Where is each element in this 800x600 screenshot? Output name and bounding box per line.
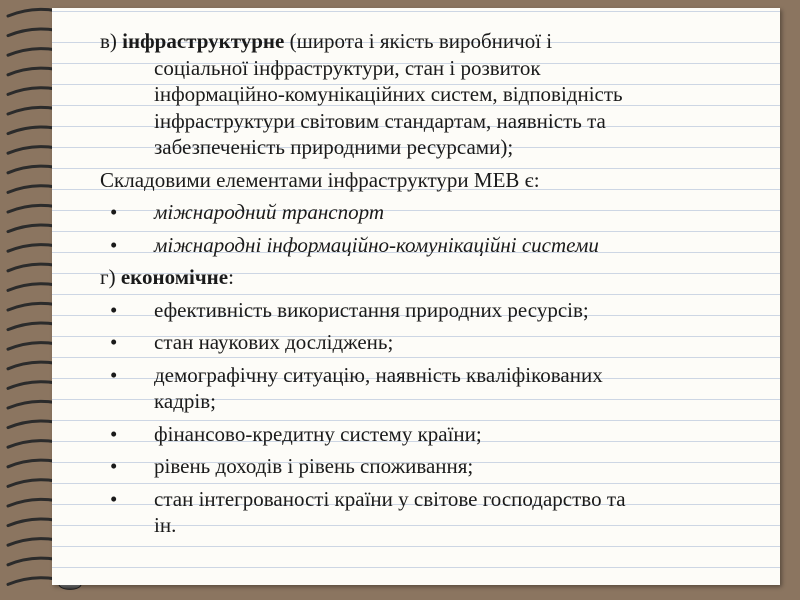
section-v-line-2: соціальної інфраструктури, стан і розвиток bbox=[154, 55, 541, 80]
list-item bbox=[100, 232, 760, 259]
bullet: • bbox=[110, 200, 118, 224]
section-g-heading bbox=[100, 264, 760, 291]
list-item-continuation: кадрів; bbox=[154, 389, 216, 413]
economic-item: стан наукових досліджень; bbox=[154, 330, 394, 354]
section-v-text: (широта і якість виробничої і bbox=[284, 29, 553, 53]
economic-item: рівень доходів і рівень споживання; bbox=[154, 454, 474, 478]
list-item bbox=[100, 486, 760, 513]
economic-item: демографічну ситуацію, наявність кваліфікованих bbox=[154, 362, 603, 387]
slide-text bbox=[100, 28, 760, 539]
section-g-term: економічне bbox=[120, 265, 229, 289]
section-v-term: інфраструктурне bbox=[122, 29, 285, 53]
list-item bbox=[100, 199, 760, 226]
list-item bbox=[100, 453, 760, 480]
economic-item: фінансово-кредитну систему країни; bbox=[154, 421, 482, 446]
component-item: міжнародні інформаційно-комунікаційні системи bbox=[154, 232, 599, 257]
components-heading: Складовими елементами інфраструктури МЕВ є: bbox=[100, 167, 540, 192]
bullet: • bbox=[110, 454, 118, 478]
bullet: • bbox=[110, 330, 118, 354]
bullet: • bbox=[110, 297, 118, 322]
section-g-prefix: г) bbox=[100, 265, 121, 289]
section-g-colon: : bbox=[228, 265, 234, 289]
economic-item: стан інтегрованості країни у світове господарство та bbox=[154, 486, 626, 511]
section-v-line-3: інформаційно-комунікаційних систем, відповідність bbox=[154, 82, 623, 106]
list-item bbox=[100, 362, 760, 389]
bullet: • bbox=[110, 486, 118, 511]
section-v-line-5: забезпеченість природними ресурсами); bbox=[154, 135, 514, 159]
list-item bbox=[100, 297, 760, 324]
list-item-continuation: ін. bbox=[154, 513, 177, 537]
bullet: • bbox=[110, 362, 118, 387]
section-v-prefix: в) bbox=[100, 29, 123, 53]
section-v-line-4: інфраструктури світовим стандартам, наявність та bbox=[154, 108, 606, 133]
bullet: • bbox=[110, 421, 118, 446]
economic-item: ефективність використання природних ресурсів; bbox=[154, 297, 589, 322]
list-item bbox=[100, 329, 760, 356]
list-item bbox=[100, 421, 760, 448]
bullet: • bbox=[110, 232, 118, 257]
component-item: міжнародний транспорт bbox=[154, 200, 384, 224]
section-v-line-1 bbox=[100, 28, 760, 55]
